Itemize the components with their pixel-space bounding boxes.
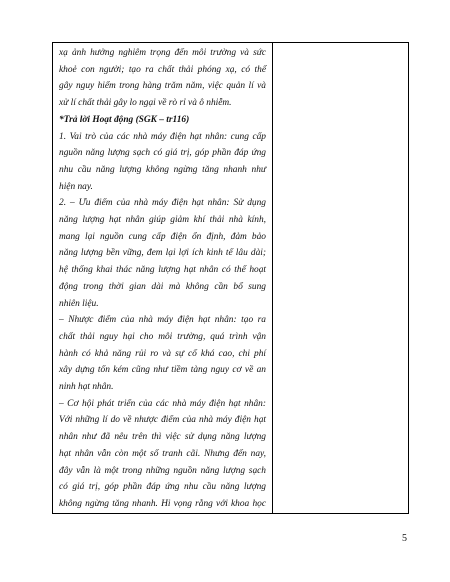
text-line: ninh hạt nhân. — [59, 382, 114, 392]
text-line: không ngừng tăng nhanh. Hi vọng rằng với khoa học — [59, 498, 266, 509]
text-line: nhiên liệu. — [59, 298, 99, 309]
section-heading: *Trả lời Hoạt động (SGK – tr116) — [59, 114, 190, 125]
text-line: xử lí chất thải gây lo ngại về rò rỉ và ô nhiễm. — [59, 98, 232, 109]
text-line: mang lại nguồn cung cấp điện ổn định, đảm bảo — [59, 231, 266, 242]
text-line: Với những lí do về nhược điểm của nhà máy điện hạt — [59, 415, 266, 426]
text-line: gây nguy hiểm trong hàng trăm năm, việc quản lí và — [59, 81, 266, 92]
text-line: hạt nhân vẫn còn một số tranh cãi. Nhưng đến nay, — [59, 448, 266, 459]
text-line: nhân như đã nêu trên thì việc sử dụng năng lượng — [59, 432, 266, 443]
page-number: 5 — [402, 533, 407, 544]
text-line: hành có khả năng rủi ro và sự cố khá cao, chi phí — [59, 348, 266, 359]
text-line: nhu cầu năng lượng không ngừng tăng nhanh như — [59, 164, 266, 175]
text-line: – Cơ hội phát triển của các nhà máy điện hạt nhân: — [59, 398, 266, 409]
text-line: khoẻ con người; tạo ra chất thải phóng xạ, có thể — [59, 64, 266, 75]
text-line: xạ ảnh hưởng nghiêm trọng đến môi trường và sức — [59, 48, 266, 58]
column-divider — [272, 43, 273, 513]
text-line: 1. Vai trò của các nhà máy điện hạt nhân: cung cấp — [59, 131, 266, 142]
text-line: 2. – Ưu điểm của nhà máy điện hạt nhân: Sử dụng — [59, 198, 266, 209]
text-line: chất thải nguy hại cho môi trường, quá trình vận — [59, 331, 266, 342]
text-line: hệ thống khai thác năng lượng hạt nhân có thể hoạt — [59, 265, 266, 276]
text-line: động trong thời gian dài mà không cần bổ sung — [59, 281, 266, 292]
text-line: nguồn năng lượng sạch có giá trị, góp phần đáp ứng — [59, 148, 266, 159]
text-line: năng lượng bền vững, đem lại lợi ích kinh tế lâu dài; — [59, 248, 266, 259]
text-line: hiện nay. — [59, 181, 93, 192]
text-line: có giá trị, góp phần đáp ứng nhu cầu năng lượng — [59, 482, 266, 493]
text-line: đây vẫn là một trong những nguồn năng lượng sạch — [59, 465, 266, 476]
content-table — [52, 42, 409, 514]
text-line: năng lượng hạt nhân giúp giảm khí thải nhà kính, — [59, 215, 266, 225]
text-line: – Nhược điểm của nhà máy điện hạt nhân: tạo ra — [59, 315, 266, 326]
text-line: xây dựng tốn kém cũng như tiềm tàng nguy cơ về an — [59, 365, 266, 376]
